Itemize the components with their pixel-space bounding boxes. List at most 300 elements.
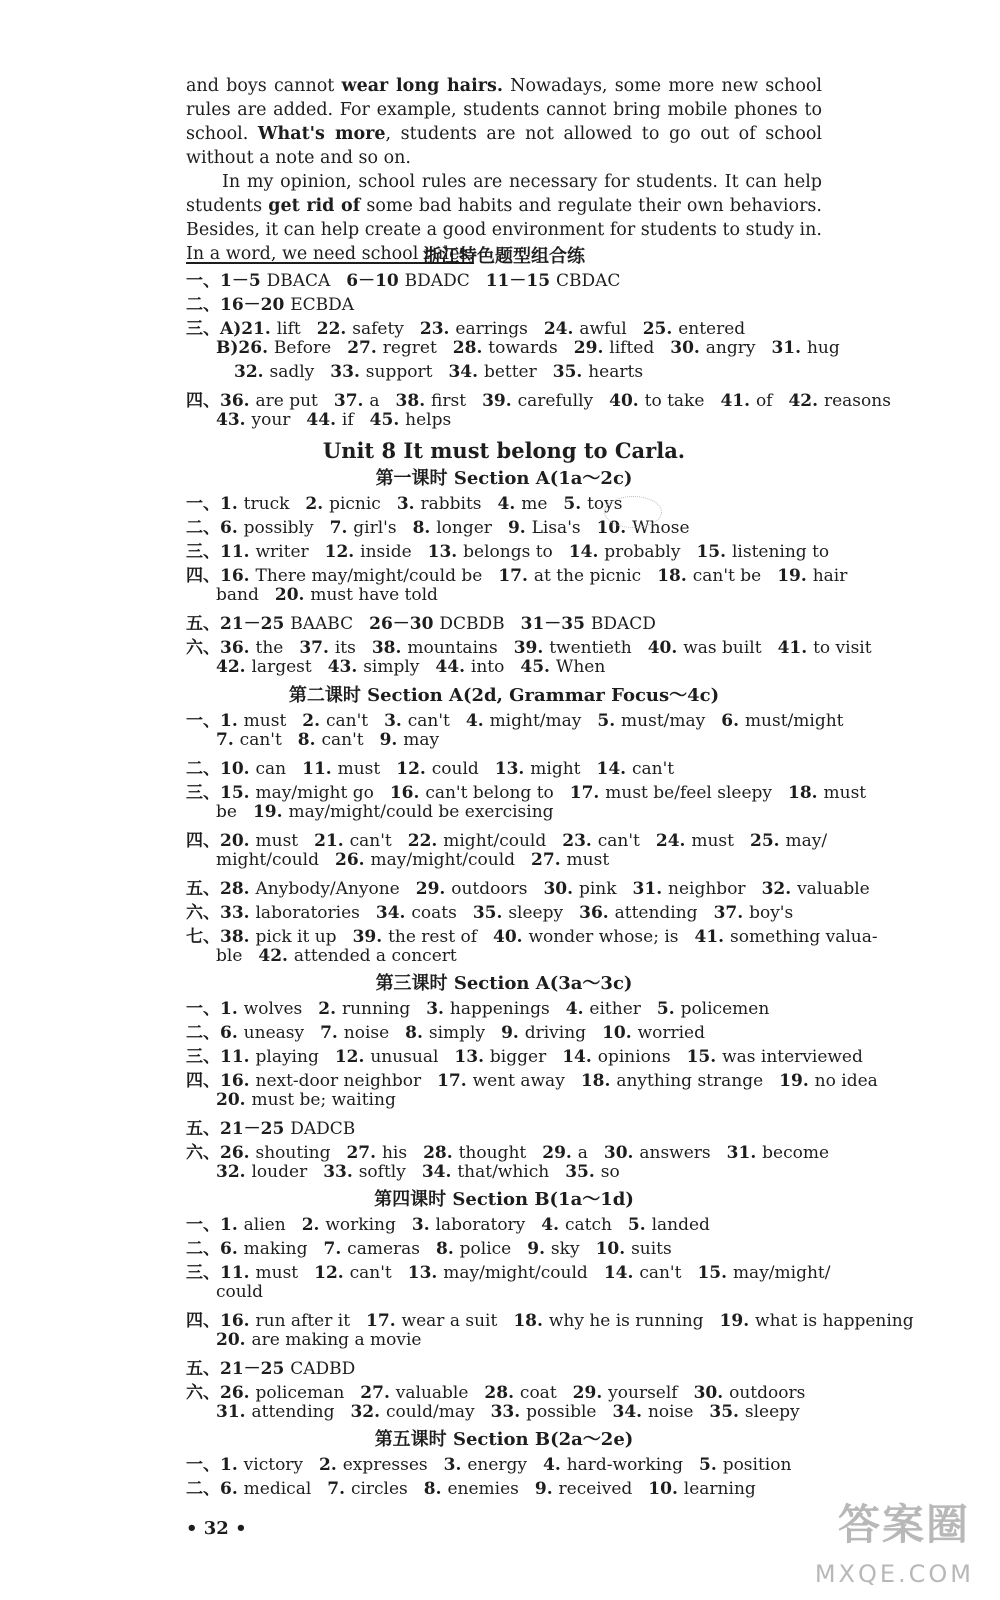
question-number: 三、A)21. xyxy=(186,319,277,339)
answer-row xyxy=(186,1354,846,1379)
question-number: 27. xyxy=(347,338,383,358)
question-number: 3. xyxy=(411,1215,436,1235)
question-number: 30. xyxy=(543,879,579,899)
question-number: 2. xyxy=(319,1455,343,1475)
question-number: 31－35 xyxy=(520,614,591,634)
question-number: 24. xyxy=(655,831,692,851)
answer-item xyxy=(186,783,374,803)
answer-item xyxy=(779,1071,878,1091)
answer-text: wonder whose; is xyxy=(528,927,679,947)
answer-text: sky xyxy=(550,1239,580,1259)
answer-item xyxy=(405,1023,485,1043)
question-number: 35. xyxy=(709,1402,745,1422)
answer-text: can't be xyxy=(692,566,762,586)
answer-text: no idea xyxy=(814,1071,878,1091)
answer-text: working xyxy=(325,1215,396,1235)
lesson-heading-1: 第一课时 Section A(1a～2c) xyxy=(375,468,633,489)
question-number: 37. xyxy=(299,638,335,658)
question-number: 14. xyxy=(603,1263,640,1283)
answer-item xyxy=(428,542,553,562)
answer-text: was interviewed xyxy=(722,1047,863,1067)
answer-text: hard-working xyxy=(566,1455,684,1475)
question-number: 33. xyxy=(330,362,366,382)
question-number: 45. xyxy=(369,410,406,430)
answer-text: answers xyxy=(639,1143,711,1163)
answer-text: DCBDB xyxy=(439,614,505,634)
answer-item xyxy=(486,271,621,291)
question-number: 41. xyxy=(720,391,756,411)
question-number: 五、21－25 xyxy=(186,1119,291,1139)
question-number: 六、26. xyxy=(186,1383,256,1403)
question-number: 一、1. xyxy=(186,1455,244,1475)
question-number: 20. xyxy=(216,1330,252,1350)
question-number: 44. xyxy=(306,410,342,430)
answer-item xyxy=(186,1455,303,1475)
answer-item xyxy=(778,638,872,658)
question-number: 五、28. xyxy=(186,879,256,899)
answer-text: picnic xyxy=(329,494,381,514)
question-number: 8. xyxy=(423,1479,448,1499)
question-number: 13. xyxy=(494,759,531,779)
question-number: 二、10. xyxy=(186,759,256,779)
answer-item xyxy=(656,831,734,851)
question-number: 4. xyxy=(565,999,590,1019)
answer-text: angry xyxy=(705,338,756,358)
answer-item xyxy=(514,638,632,658)
answer-item xyxy=(314,1263,392,1283)
answer-item xyxy=(302,759,380,779)
question-number: 19. xyxy=(777,566,813,586)
question-number: 19. xyxy=(779,1071,815,1091)
answer-item xyxy=(612,1402,693,1422)
answer-row xyxy=(216,730,876,750)
answer-text: can't xyxy=(325,711,369,731)
answer-text: must xyxy=(255,1263,299,1283)
answer-text: must xyxy=(566,850,610,870)
question-number: 38. xyxy=(395,391,432,411)
answer-item xyxy=(562,1047,670,1067)
answer-text: to take xyxy=(644,391,705,411)
question-number: 41. xyxy=(777,638,814,658)
question-number: 34. xyxy=(612,1402,648,1422)
answer-text: next-door neighbor xyxy=(255,1071,422,1091)
answer-text: expresses xyxy=(342,1455,428,1475)
answer-item xyxy=(258,946,456,966)
answer-text: circles xyxy=(350,1479,408,1499)
answer-item xyxy=(324,1239,421,1259)
answer-item xyxy=(186,319,301,339)
answer-text: running xyxy=(341,999,411,1019)
essay-text-segment: wear long hairs. xyxy=(341,76,503,96)
answer-item xyxy=(335,1047,439,1067)
answer-item xyxy=(216,946,242,966)
answer-text: thought xyxy=(458,1143,527,1163)
question-number: 12. xyxy=(396,759,432,779)
answer-text: Before xyxy=(273,338,332,358)
answer-item xyxy=(396,759,479,779)
answer-text: valuable xyxy=(395,1383,469,1403)
question-number: 10. xyxy=(595,1239,632,1259)
essay-paragraph xyxy=(186,74,822,266)
answer-text: regret xyxy=(382,338,437,358)
answer-item xyxy=(186,614,353,634)
answer-text: noise xyxy=(647,1402,694,1422)
answer-item xyxy=(454,1047,546,1067)
question-number: 29. xyxy=(542,1143,578,1163)
answer-item xyxy=(448,362,536,382)
answer-item xyxy=(186,903,360,923)
question-number: 四、20. xyxy=(186,831,256,851)
answer-item xyxy=(720,1311,914,1331)
answer-item xyxy=(216,338,331,358)
question-number: 18. xyxy=(657,566,693,586)
answer-text: band xyxy=(216,585,259,605)
answer-row xyxy=(216,1402,876,1422)
answer-text: hair xyxy=(812,566,848,586)
question-number: 9. xyxy=(379,730,404,750)
answer-item xyxy=(330,362,432,382)
answer-item xyxy=(186,1263,298,1283)
question-number: 3. xyxy=(384,711,408,731)
answer-row xyxy=(216,802,876,822)
question-number: 40. xyxy=(609,391,645,411)
question-number: 11－15 xyxy=(485,271,556,291)
answer-item xyxy=(482,391,593,411)
answer-item xyxy=(306,410,353,430)
answer-text: carefully xyxy=(517,391,594,411)
question-number: 42. xyxy=(216,657,252,677)
question-number: 42. xyxy=(258,946,294,966)
answer-text: a xyxy=(369,391,380,411)
answer-row xyxy=(186,513,846,538)
answer-item xyxy=(186,1023,304,1043)
answer-text: at the picnic xyxy=(533,566,642,586)
answer-item xyxy=(670,338,755,358)
answer-item xyxy=(697,1263,830,1283)
answer-text: BAABC xyxy=(290,614,354,634)
answer-item xyxy=(186,1119,355,1139)
answer-text: girl's xyxy=(353,518,397,538)
answer-item xyxy=(412,1215,525,1235)
answer-item xyxy=(628,1215,710,1235)
answer-item xyxy=(695,927,878,947)
essay-text-segment: In a word, we need school rules. xyxy=(186,244,475,264)
answer-text: the rest of xyxy=(388,927,477,947)
question-number: 四、36. xyxy=(186,391,256,411)
question-number: 19. xyxy=(252,802,289,822)
lesson-heading-2: 第二课时 Section A(2d, Grammar Focus～4c) xyxy=(288,685,720,706)
answer-item xyxy=(216,657,312,677)
essay-text-segment: some bad habits and regulate their own behaviors. Besides, it can help create a good environment for students to study in. xyxy=(186,196,822,240)
answer-text: Lisa's xyxy=(531,518,581,538)
answer-text: your xyxy=(251,410,291,430)
question-number: 9. xyxy=(501,1023,525,1043)
question-number: 20. xyxy=(274,585,311,605)
question-number: 18. xyxy=(513,1311,549,1331)
answer-text: victory xyxy=(243,1455,304,1475)
answer-item xyxy=(565,1162,619,1182)
answer-text: louder xyxy=(251,1162,308,1182)
answer-item xyxy=(397,494,482,514)
question-number: 34. xyxy=(421,1162,458,1182)
answer-text: softly xyxy=(358,1162,406,1182)
question-number: 三、11. xyxy=(186,1263,256,1283)
question-number: 一、1. xyxy=(186,711,244,731)
answer-row xyxy=(216,1162,876,1182)
answer-text: be xyxy=(216,802,237,822)
question-number: 七、38. xyxy=(186,927,256,947)
answer-text: must/may xyxy=(621,711,706,731)
question-number: 一、1. xyxy=(186,494,244,514)
answer-item xyxy=(327,1479,408,1499)
answer-row xyxy=(186,1450,846,1475)
question-number: 43. xyxy=(216,410,252,430)
answer-item xyxy=(314,831,392,851)
answer-text: either xyxy=(589,999,641,1019)
answer-item xyxy=(604,1263,682,1283)
answer-item xyxy=(186,542,309,562)
answer-item xyxy=(788,783,866,803)
question-number: 3. xyxy=(396,494,421,514)
answer-row xyxy=(186,1042,863,1067)
question-number: 三、11. xyxy=(186,1047,256,1067)
answer-text: might/may xyxy=(489,711,582,731)
answer-item xyxy=(408,1263,588,1283)
answer-text: why he is running xyxy=(548,1311,704,1331)
question-number: 38. xyxy=(371,638,408,658)
answer-text: can't xyxy=(321,730,364,750)
question-number: 12. xyxy=(324,542,361,562)
answer-text: must be/feel sleepy xyxy=(605,783,772,803)
question-number: 28. xyxy=(423,1143,459,1163)
answer-item xyxy=(436,1239,511,1259)
answer-text: can't xyxy=(632,759,675,779)
answer-item xyxy=(216,410,290,430)
question-number: 34. xyxy=(448,362,484,382)
question-number: 6. xyxy=(721,711,745,731)
question-number: 23. xyxy=(562,831,598,851)
question-number: 二、16－20 xyxy=(186,295,291,315)
question-number: 13. xyxy=(427,542,464,562)
answer-text: outdoors xyxy=(729,1383,806,1403)
answer-row xyxy=(186,1210,846,1235)
question-number: 二、6. xyxy=(186,1479,244,1499)
question-number: 7. xyxy=(329,518,354,538)
answer-item xyxy=(535,1479,632,1499)
answer-item xyxy=(186,391,318,411)
answer-text: cameras xyxy=(347,1239,420,1259)
question-number: 22. xyxy=(407,831,444,851)
question-number: 25. xyxy=(642,319,679,339)
answer-item xyxy=(186,1047,319,1067)
answer-text: medical xyxy=(243,1479,312,1499)
answer-text: noise xyxy=(343,1023,390,1043)
answer-item xyxy=(186,1071,421,1091)
stamp-mark xyxy=(604,496,662,528)
answer-item xyxy=(346,1143,407,1163)
question-number: 45. xyxy=(520,657,556,677)
answer-text: pink xyxy=(578,879,617,899)
question-number: 23. xyxy=(419,319,456,339)
answer-row xyxy=(216,946,876,966)
answer-item xyxy=(376,903,457,923)
answer-item xyxy=(493,927,679,947)
question-number: 26. xyxy=(334,850,371,870)
answer-text: must xyxy=(691,831,734,851)
answer-item xyxy=(334,391,380,411)
answer-text: suits xyxy=(631,1239,672,1259)
answer-text: catch xyxy=(564,1215,612,1235)
question-number: 39. xyxy=(482,391,518,411)
question-number: 8. xyxy=(405,1023,429,1043)
question-number: 31. xyxy=(771,338,807,358)
answer-item xyxy=(317,319,404,339)
question-number: 15. xyxy=(696,542,732,562)
answer-text: a xyxy=(577,1143,588,1163)
answer-row xyxy=(186,1018,846,1043)
answer-item xyxy=(186,1383,344,1403)
question-number: 32. xyxy=(350,1402,386,1422)
answer-item xyxy=(484,1383,556,1403)
answer-item xyxy=(302,1215,396,1235)
answer-item xyxy=(520,657,605,677)
answer-item xyxy=(186,518,314,538)
answer-text: Whose xyxy=(632,518,690,538)
answer-text: toys xyxy=(587,494,623,514)
answer-text: his xyxy=(381,1143,408,1163)
question-number: 6－10 xyxy=(346,271,405,291)
answer-text: reasons xyxy=(823,391,891,411)
answer-row xyxy=(216,585,876,605)
answer-item xyxy=(186,927,337,947)
answer-text: if xyxy=(341,410,354,430)
answer-item xyxy=(186,494,289,514)
answer-item xyxy=(543,879,616,899)
question-number: 39. xyxy=(352,927,389,947)
answer-text: might/could xyxy=(216,850,319,870)
question-number: 37. xyxy=(333,391,370,411)
question-number: 14. xyxy=(596,759,632,779)
question-number: 7. xyxy=(323,1239,348,1259)
answer-text: are put xyxy=(255,391,318,411)
answer-item xyxy=(302,711,368,731)
section-heading-zhejiang: 浙江特色题型组合练 xyxy=(423,246,585,267)
answer-text: neighbor xyxy=(668,879,746,899)
answer-text: landed xyxy=(651,1215,710,1235)
answer-text: twentieth xyxy=(549,638,632,658)
question-number: 六、33. xyxy=(186,903,256,923)
question-number: 四、16. xyxy=(186,566,256,586)
answer-text: sleepy xyxy=(508,903,564,923)
answer-item xyxy=(491,1402,597,1422)
answer-row xyxy=(216,1330,876,1350)
answer-text: truck xyxy=(243,494,290,514)
question-number: 二、6. xyxy=(186,1023,244,1043)
answer-item xyxy=(570,783,772,803)
answer-text: learning xyxy=(683,1479,756,1499)
question-number: 34. xyxy=(375,903,412,923)
answer-item xyxy=(727,1143,829,1163)
answer-item xyxy=(346,271,469,291)
question-number: 35. xyxy=(565,1162,601,1182)
question-number: 18. xyxy=(580,1071,617,1091)
question-number: 31. xyxy=(726,1143,763,1163)
question-number: 32. xyxy=(216,1162,252,1182)
question-number: 19. xyxy=(719,1311,756,1331)
answer-text: mountains xyxy=(407,638,498,658)
answer-text: making xyxy=(243,1239,308,1259)
answer-item xyxy=(426,999,550,1019)
answer-row xyxy=(216,1282,876,1302)
question-number: 8. xyxy=(297,730,322,750)
answer-text: possibly xyxy=(243,518,314,538)
answer-item xyxy=(581,1071,763,1091)
answer-text: probably xyxy=(604,542,681,562)
question-number: 30. xyxy=(603,1143,640,1163)
essay-text-segment: In my opinion, school rules are necessary for students. It can help students xyxy=(186,172,822,216)
question-number: 33. xyxy=(323,1162,359,1182)
question-number: 9. xyxy=(507,518,532,538)
answer-text: can't xyxy=(597,831,640,851)
answer-text: possible xyxy=(526,1402,597,1422)
answer-item xyxy=(390,783,554,803)
answer-row xyxy=(216,657,876,677)
answer-row xyxy=(186,994,846,1019)
question-number: 17. xyxy=(569,783,606,803)
answer-text: boy's xyxy=(749,903,794,923)
answer-text: simply xyxy=(363,657,420,677)
question-number: 20. xyxy=(216,1090,252,1110)
answer-item xyxy=(762,879,870,899)
answer-item xyxy=(186,759,286,779)
answer-text: lift xyxy=(276,319,301,339)
answer-item xyxy=(435,657,504,677)
essay-text-segment: Nowadays, some more new school rules are added. For example, students cannot bring mobile phones to school. xyxy=(186,76,822,144)
question-number: 16. xyxy=(389,783,426,803)
question-number: 17. xyxy=(366,1311,402,1331)
answer-text: bigger xyxy=(489,1047,547,1067)
question-number: 35. xyxy=(472,903,509,923)
answer-row xyxy=(186,561,846,586)
question-number: 5. xyxy=(627,1215,652,1235)
answer-text: are making a movie xyxy=(251,1330,422,1350)
answer-text: must xyxy=(823,783,867,803)
answer-item xyxy=(720,391,772,411)
answer-text: largest xyxy=(251,657,312,677)
answer-text: sadly xyxy=(269,362,315,382)
answer-row xyxy=(186,1258,846,1283)
answer-row xyxy=(186,754,846,779)
answer-item xyxy=(416,879,528,899)
answer-item xyxy=(527,1239,579,1259)
answer-row xyxy=(186,1114,846,1139)
answer-row xyxy=(186,826,846,851)
answer-text: can't xyxy=(349,1263,392,1283)
answer-item xyxy=(216,850,319,870)
question-number: 22. xyxy=(316,319,353,339)
answer-item xyxy=(275,585,438,605)
answer-text: happenings xyxy=(449,999,550,1019)
answer-item xyxy=(569,542,681,562)
question-number: 7. xyxy=(327,1479,351,1499)
answer-row xyxy=(216,850,876,870)
answer-text: better xyxy=(483,362,537,382)
answer-text: to visit xyxy=(813,638,872,658)
answer-text: There may/might/could be xyxy=(255,566,483,586)
question-number: 9. xyxy=(534,1479,559,1499)
essay-text-segment: and boys cannot xyxy=(186,76,342,96)
answer-row xyxy=(186,898,846,923)
